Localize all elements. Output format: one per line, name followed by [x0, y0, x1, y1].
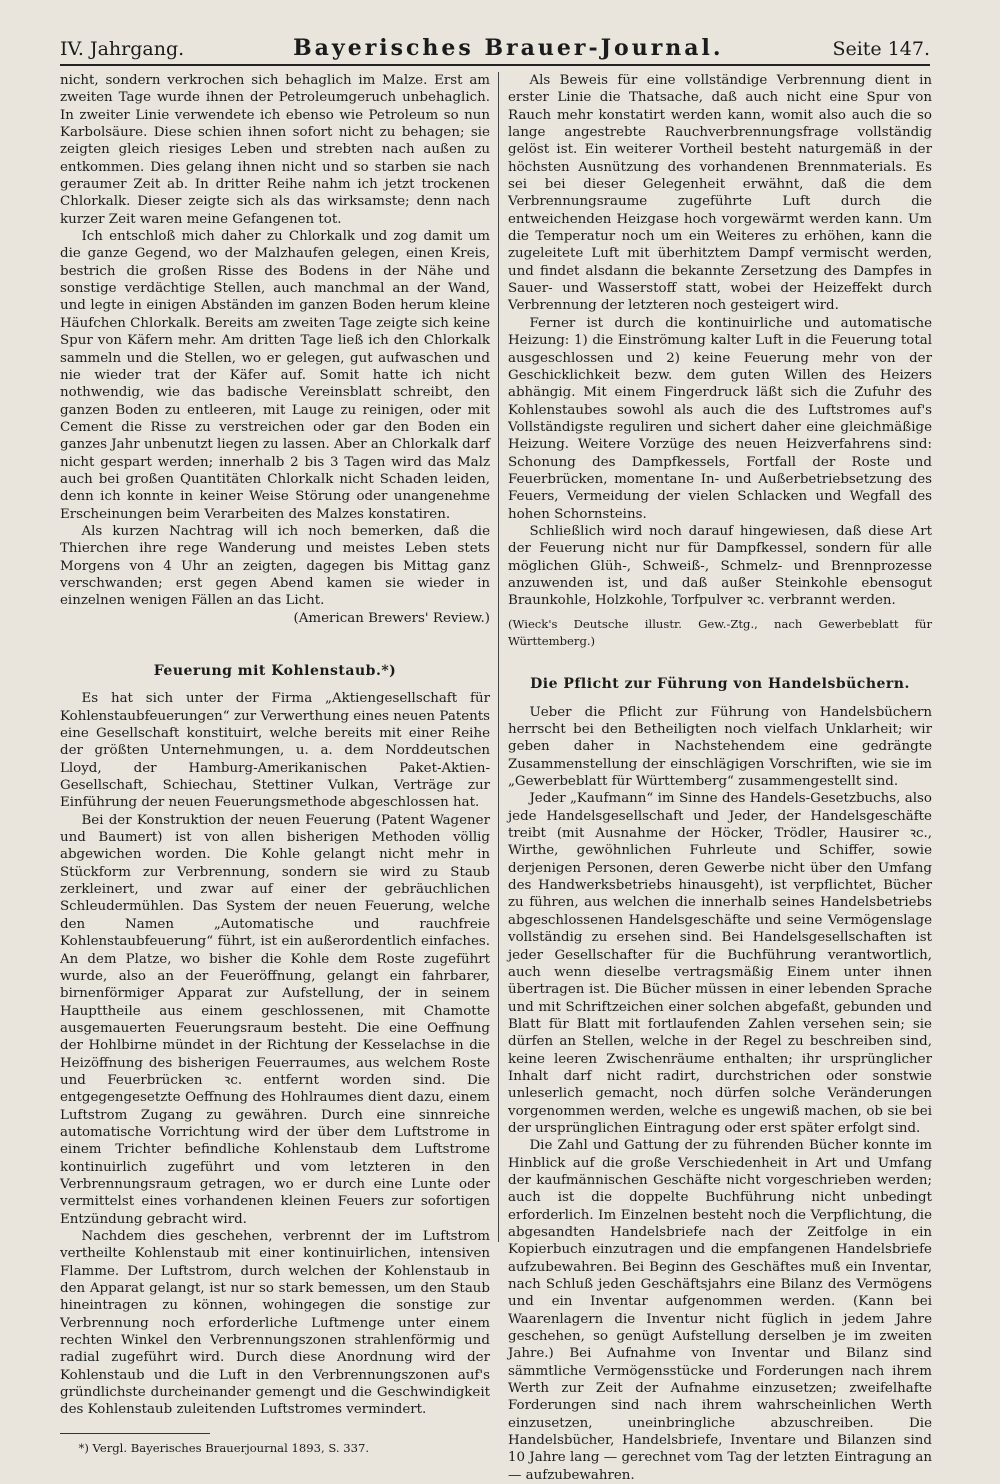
article-heading-coal-dust: Feuerung mit Kohlenstaub.*): [153, 663, 397, 679]
page-number: Seite 147.: [832, 38, 930, 60]
left-paragraph-3: Als kurzen Nachtrag will ich noch bemerken, daß die Thierchen ihre rege Wanderung und meistes Leben stets Morgens von 4 Uhr an zeigten, dagegen bis Mittag ganz verschwanden; erst gegen Abend kamen sie wieder in einzelnen wenigen Fällen an das Licht.: [60, 523, 490, 609]
right-paragraph-5: Jeder „Kaufmann“ im Sinne des Handels-Gesetzbuchs, also jede Handelsgesellschaft und Jeder, der Handelsgeschäfte treibt (mit Ausnahme der Höcker, Trödler, Hausirer ꝛc., Wirthe, gewöhnlichen Fuhrleute und Schiffer, sowie derjenigen Personen, deren Gewerbe nicht über den Umfang des Handwerksbetriebs hinausgeht), ist verpflichtet, Bücher zu führen, aus welchen die innerhalb seines Handelsbetriebs abgeschlossenen Handelsgeschäfte und seine Vermögenslage vollständig zu ersehen sind. Bei Handelsgesellschaften ist jeder Gesellschafter für die Buchführung verantwortlich, auch wenn dieselbe vertragsmäßig Einem unter ihnen übertragen ist. Die Bücher müssen in einer lebenden Sprache und mit Schriftzeichen einer solchen abgefaßt, gebunden und Blatt für Blatt mit fortlaufenden Zahlen versehen sein; sie dürfen an Stellen, welche in der Regel zu beschreiben sind, keine leeren Zwischenräume enthalten; ihr ursprünglicher Inhalt darf nicht radirt, durchstrichen oder sonstwie unleserlich gemacht, noch dürfen solche Veränderungen vorgenommen werden, welche es ungewiß machen, ob sie bei der ursprünglichen Eintragung oder erst später erfolgt sind.: [508, 791, 932, 1136]
right-paragraph-1: Als Beweis für eine vollständige Verbrennung dient in erster Linie die Thatsache, daß auch nicht eine Spur von Rauch mehr konstatirt werden kann, womit also auch die so lange angestrebte Rauchverbrennungsfrage vollständig gelöst ist. Ein weiterer Vortheil besteht naturgemäß in der höchsten Ausnützung des vorhandenen Brennmaterials. Es sei bei dieser Gelegenheit erwähnt, daß die dem Verbrennungsraume zugeführte Luft durch die entweichenden Heizgase hoch vorgewärmt werden kann. Um die Temperatur noch um ein Weiteres zu erhöhen, kann die zugeleitete Luft mit überhitztem Dampf vermischt werden, und findet alsdann die bekannte Zersetzung des Dampfes in Sauer- und Wasserstoff statt, wobei der Heizeffekt durch Verbrennung der letzteren noch gesteigert wird.: [508, 73, 932, 314]
right-source-citation: (Wieck's Deutsche illustr. Gew.-Ztg., nach Gewerbeblatt für Württemberg.): [508, 616, 932, 648]
right-paragraph-2: Ferner ist durch die kontinuirliche und automatische Heizung: 1) die Einströmung kalter Luft in die Feuerung total ausgeschlossen und 2) keine Feuerung mehr von der Geschicklichkeit bezw. dem guten Willen des Heizers abhängig. Mit einem Fingerdruck läßt sich die Zufuhr des Kohlenstaubes sowohl als auch die des Luftstromes auf's Vollständigste reguliren und sichert daher eine gleichmäßige Heizung. Weitere Vorzüge des neuen Heizverfahrens sind: Schonung des Dampfkessels, Fortfall der Roste und Feuerbrücken, momentane In- und Außerbetriebsetzung des Feuers, Vermeidung der vielen Schlacken und Wegfall des hohen Schornsteins.: [508, 315, 932, 522]
article-heading-bookkeeping: Die Pflicht zur Führung von Handelsbüchern.: [530, 676, 910, 693]
left-column: [60, 72, 490, 1455]
left-paragraph-1: nicht, sondern verkrochen sich behaglich im Malze. Erst am zweiten Tage wurde ihnen der Petroleumgeruch unbehaglich. In zweiter Linie verwendete ich ebenso wie Petroleum so nun Karbolsäure. Diese schien ihnen sofort nicht zu behagen; sie zeigten gleich riesiges Leben und strebten nach außen zu entkommen. Dies gelang ihnen nicht und so starben sie nach geraumer Zeit ab. In dritter Reihe nahm ich jetzt trockenen Chlorkalk. Dieser zeigte sich als das wirksamste; denn nach kurzer Zeit waren meine Gefangenen tot.: [60, 73, 490, 227]
footnote-rule: [60, 1433, 210, 1434]
left-paragraph-4: Es hat sich unter der Firma „Aktiengesellschaft für Kohlenstaubfeuerungen“ zur Verwerthung eines neuen Patents eine Gesellschaft konstituirt, welche bereits mit einer Reihe der größten Unternehmungen, u. a. dem Norddeutschen Lloyd, der Hamburg-Amerikanischen Paket-Aktien-Gesellschaft, Schiechau, Stettiner Vulkan, Verträge zur Einführung der neuen Feuerungsmethode abgeschlossen hat.: [60, 691, 490, 811]
journal-title: Bayerisches Brauer-Journal.: [293, 35, 724, 61]
volume-label: IV. Jahrgang.: [60, 38, 185, 60]
right-paragraph-6: Die Zahl und Gattung der zu führenden Bücher konnte im Hinblick auf die große Verschiedenheit in Art und Umfang der kaufmännischen Geschäfte nicht vorgeschrieben werden; auch ist die doppelte Buchführung nicht unbedingt erforderlich. Im Einzelnen besteht noch die Verpflichtung, die abgesandten Handelsbriefe nach der Zeitfolge in ein Kopierbuch einzutragen und die empfangenen Handelsbriefe aufzubewahren. Bei Beginn des Geschäftes muß ein Inventar, nach Schluß jeden Geschäftsjahrs eine Bilanz des Vermögens und ein Inventar aufgenommen werden. (Kann bei Waarenlagern die Inventur nicht füglich in jedem Jahre geschehen, so genügt Aufstellung derselben je im zweiten Jahre.) Bei Aufnahme von Inventar und Bilanz sind sämmtliche Vermögensstücke und Forderungen nach ihrem Werth zur Zeit der Aufnahme einzusetzen; zweifelhafte Forderungen sind nach ihrem wahrscheinlichen Werth einzusetzen, uneinbringliche abzuschreiben. Die Handelsbücher, Handelsbriefe, Inventare und Bilanzen sind 10 Jahre lang — gerechnet vom Tag der letzten Eintragung an — aufzubewahren.: [508, 1138, 932, 1483]
right-paragraph-3: Schließlich wird noch darauf hingewiesen, daß diese Art der Feuerung nicht nur für Dampfkessel, sondern für alle möglichen Glüh-, Schweiß-, Schmelz- und Brennprozesse anzuwenden ist, und daß außer Steinkohle ebensogut Braunkohle, Holzkohle, Torfpulver ꝛc. verbrannt werden.: [508, 523, 932, 609]
right-column: [508, 72, 932, 1483]
left-paragraph-6: Nachdem dies geschehen, verbrennt der im Luftstrom vertheilte Kohlenstaub mit einer kontinuirlichen, intensiven Flamme. Der Luftstrom, durch welchen der Kohlenstaub in den Apparat gelangt, ist nur so stark bemessen, um den Staub hineintragen zu können, wohingegen die sonstige zur Verbrennung noch erforderliche Luftmenge unter einem rechten Winkel den Verbrennungszonen strahlenförmig und radial zugeführt wird. Durch diese Anordnung wird der Kohlenstaub und die Luft in den Verbrennungszonen auf's gründlichste durcheinander gemengt und die Geschwindigkeit des Kohlenstaub zuleitenden Luftstromes vermindert.: [60, 1229, 490, 1418]
right-paragraph-4: Ueber die Pflicht zur Führung von Handelsbüchern herrscht bei den Betheiligten noch vielfach Unklarheit; wir geben daher in Nachstehendem eine gedrängte Zusammenstellung der einschlägigen Vorschriften, wie sie im „Gewerbeblatt für Württemberg“ zusammengestellt sind.: [508, 704, 932, 790]
left-source-citation: (American Brewers' Review.): [293, 610, 490, 626]
page-header: [60, 30, 930, 66]
left-paragraph-2: Ich entschloß mich daher zu Chlorkalk und zog damit um die ganze Gegend, wo der Malzhaufen gelegen, einen Kreis, bestrich die großen Risse des Bodens in der Nähe und sonstige verdächtige Stellen, auch manchmal an der Wand, und legte in einigen Abständen im ganzen Boden herum kleine Häufchen Chlorkalk. Bereits am zweiten Tage zeigte sich keine Spur von Käfern mehr. Am dritten Tage ließ ich den Chlorkalk sammeln und die Stellen, wo er gelegen, gut aufwaschen und nie wieder trat der Käfer auf. Somit hatte ich nicht nothwendig, wie das badische Vereinsblatt schreibt, den ganzen Boden zu entleeren, mit Lauge zu reinigen, oder mit Cement die Risse zu verstreichen oder gar den Boden ein ganzes Jahr unbenutzt liegen zu lassen. Aber an Chlorkalk darf nicht gespart werden; innerhalb 2 bis 3 Tagen wird das Malz auch bei großen Quantitäten Chlorkalk nicht Schaden leiden, denn ich konnte in keiner Weise Störung oder unangenehme Erscheinungen beim Verarbeiten des Malzes konstatiren.: [60, 229, 490, 522]
left-paragraph-5: Bei der Konstruktion der neuen Feuerung (Patent Wagener und Baumert) ist von allen bisherigen Methoden völlig abgewichen worden. Die Kohle gelangt nicht mehr in Stückform zur Verbrennung, sondern sie wird zu Staub zerkleinert, und zwar auf einer der gebräuchlichen Schleudermühlen. Das System der neuen Feuerung, welche den Namen „Automatische und rauchfreie Kohlenstaubfeuerung“ führt, ist ein außerordentlich einfaches. An dem Platze, wo bisher die Kohle dem Roste zugeführt wurde, also an der Feueröffnung, gelangt ein fahrbarer, birnenförmiger Apparat zur Aufstellung, der in seinem Haupttheile aus einem geschlossenen, mit Chamotte ausgemauerten Feuerungsraum besteht. Die eine Oeffnung der Hohlbirne mündet in der Richtung der Kesselachse in die Heizöffnung des bisherigen Feuerraumes, aus welchem Roste und Feuerbrücken ꝛc. entfernt worden sind. Die entgegengesetzte Oeffnung des Hohlraumes dient dazu, einem Luftstrom Zugang zu gewähren. Durch eine sinnreiche automatische Vorrichtung wird der über dem Luftstrome in einem Trichter befindliche Kohlenstaub dem Luftstrome kontinuirlich zugeführt und vom letzteren in den Verbrennungsraum getragen, wo er durch eine Lunte oder vermittelst eines vorhandenen kleinen Feuers zur sofortigen Entzündung gebracht wird.: [60, 812, 490, 1227]
column-divider: [498, 72, 499, 1242]
footnote: *) Vergl. Bayerisches Brauerjournal 1893, S. 337.: [78, 1440, 370, 1455]
